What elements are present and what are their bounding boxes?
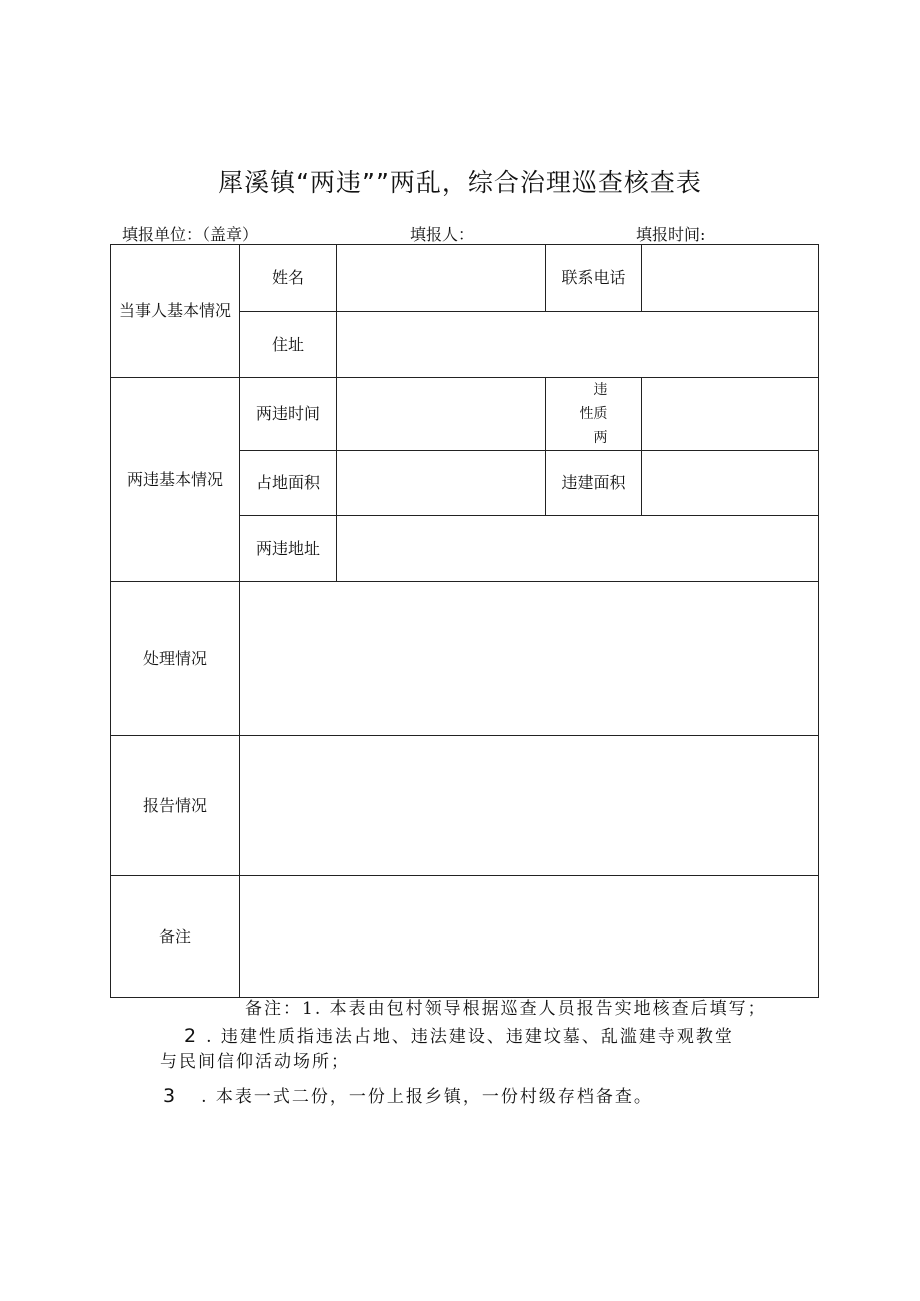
address-cell[interactable] [337, 312, 819, 378]
violation-time-label: 两违时间 [240, 378, 337, 451]
note-2-text: . 违建性质指违法占地、违法建设、违建坟墓、乱滥建寺观教堂 [206, 1027, 734, 1047]
land-area-label: 占地面积 [240, 451, 337, 516]
filling-unit-label: 填报单位：（盖章） [122, 225, 259, 244]
page-title: 犀溪镇“两违””两乱，综合治理巡查核查表 [218, 168, 702, 197]
phone-label: 联系电话 [546, 245, 642, 312]
note-3-text: . 本表一式二份，一份上报乡镇，一份村级存档备查。 [201, 1087, 653, 1107]
violation-section-label: 两违基本情况 [111, 378, 240, 582]
remark-label: 备注 [111, 876, 240, 998]
inspection-form-table [110, 244, 819, 998]
remark-cell[interactable] [240, 876, 819, 998]
note-2-number: 2 [184, 1025, 199, 1047]
note-line-3: 与民间信仰活动场所； [160, 1052, 350, 1072]
filler-label: 填报人： [410, 225, 475, 244]
phone-cell[interactable] [642, 245, 819, 312]
note-line-4 [163, 1082, 653, 1107]
violation-time-cell[interactable] [337, 378, 546, 451]
violation-address-cell[interactable] [337, 516, 819, 582]
handling-label: 处理情况 [111, 582, 240, 736]
note-line-1: 备注：1. 本表由包村领导根据巡查人员报告实地核查后填写； [245, 999, 767, 1019]
land-area-cell[interactable] [337, 451, 546, 516]
build-area-label: 违建面积 [546, 451, 642, 516]
party-section-label: 当事人基本情况 [111, 245, 240, 378]
note-3-number: 3 [163, 1085, 178, 1107]
address-label: 住址 [240, 312, 337, 378]
name-label: 姓名 [240, 245, 337, 312]
note-line-2 [184, 1022, 734, 1047]
handling-cell[interactable] [240, 582, 819, 736]
build-area-cell[interactable] [642, 451, 819, 516]
report-cell[interactable] [240, 736, 819, 876]
violation-address-label: 两违地址 [240, 516, 337, 582]
violation-nature-cell[interactable] [642, 378, 819, 451]
violation-nature-label: 违 性质 两 [546, 378, 642, 451]
filling-time-label: 填报时间: [636, 225, 706, 244]
report-label: 报告情况 [111, 736, 240, 876]
name-cell[interactable] [337, 245, 546, 312]
